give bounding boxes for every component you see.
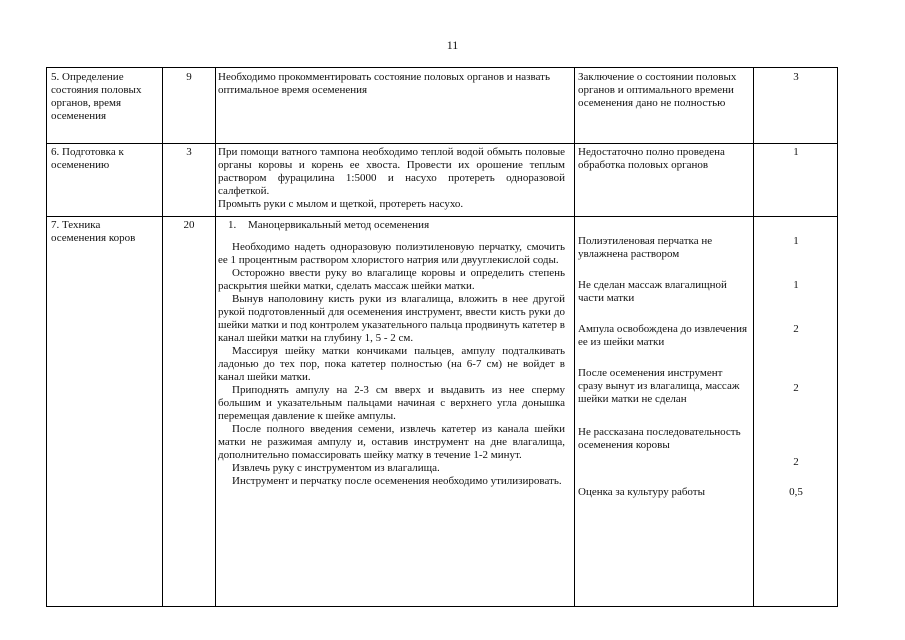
max-points-cell: 9 (186, 71, 192, 83)
penalty-value: 2 (793, 382, 799, 394)
evaluation-table (46, 67, 838, 607)
row-divider (47, 143, 837, 144)
penalty-value: 2 (793, 323, 799, 335)
procedure-paragraph: Промыть руки с мылом и щеткой, протереть насухо. (218, 198, 464, 210)
method-title: Маноцервикальный метод осеменения (248, 219, 430, 231)
method-number: 1. (228, 219, 237, 231)
procedure-paragraph: Осторожно ввести руку во влагалище коровы и определить степень раскрытия шейки матки, сделать массаж шейки матки. (218, 267, 565, 292)
column-divider (162, 68, 163, 606)
error-item: Не сделан массаж влагалищной части матки (578, 279, 727, 304)
error-item: Заключение о состоянии половых органов и оптимального времени осеменения дано не полностью (578, 71, 737, 109)
procedure-cell (218, 146, 565, 211)
procedure-paragraph: Необходимо надеть одноразовую полиэтиленовую перчатку, смочить ее 1 процентным раствором хлористого натрия или двууглекислой соды. (218, 241, 565, 266)
error-item: Полиэтиленовая перчатка не увлажнена раствором (578, 235, 713, 260)
error-item: Ампула освобождена до извлечения ее из шейки матки (578, 323, 748, 348)
error-item: Оценка за культуру работы (578, 486, 705, 498)
column-divider (753, 68, 754, 606)
penalty-value: 0,5 (789, 486, 803, 498)
method-heading (218, 219, 565, 232)
stage-cell: 5. Определение состояния половых органов, время осеменения (51, 71, 142, 122)
row-divider (47, 216, 837, 217)
procedure-paragraph: Извлечь руку с инструментом из влагалища. (232, 462, 440, 474)
penalty-value: 1 (793, 235, 799, 247)
column-divider (574, 68, 575, 606)
max-points-cell: 3 (186, 146, 192, 158)
error-item: Не рассказана последовательность осеменения коровы (578, 426, 741, 451)
page-number: 11 (446, 38, 459, 52)
stage-cell: 7. Техника осеменения коров (51, 219, 136, 244)
penalty-value: 3 (793, 71, 799, 83)
penalty-value: 2 (793, 456, 799, 468)
procedure-cell (218, 219, 565, 488)
procedure-paragraph: После полного введения семени, извлечь катетер из канала шейки матки не разжимая ампулу и, оставив инструмент на дне влагалища, дополнительно помассировать шейку матку в течение 1-2 минут. (218, 423, 565, 461)
procedure-paragraph: Инструмент и перчатку после осеменения необходимо утилизировать. (232, 475, 562, 487)
procedure-cell: Необходимо прокомментировать состояние половых органов и назвать оптимальное время осеменения (218, 71, 550, 96)
error-item: Недостаточно полно проведена обработка половых органов (578, 146, 725, 171)
penalty-value: 1 (793, 146, 799, 158)
penalty-value: 1 (793, 279, 799, 291)
procedure-paragraph: При помощи ватного тампона необходимо теплой водой обмыть половые органы коровы и корень ее хвоста. Провести их орошение теплым раствором фурацилина 1:5000 и насухо протереть одноразовой салфеткой. (218, 146, 565, 197)
error-item: После осеменения инструмент сразу вынут из влагалища, массаж шейки матки не сделан (578, 367, 740, 405)
stage-cell: 6. Подготовка к осеменению (51, 146, 124, 171)
procedure-paragraph: Приподнять ампулу на 2-3 см вверх и выдавить из нее сперму большим и указательным пальцами начиная с верхнего угла донышка перемещая давление к шейке ампулы. (218, 384, 565, 422)
procedure-paragraph: Вынув наполовину кисть руки из влагалища, вложить в нее другой рукой подготовленный для осеменения инструмент, ввести кисть руки до шейки матки и под контролем указательного пальца продвинуть катетер в канал шейки матки на глубину 1, 5 - 2 см. (218, 293, 565, 344)
column-divider (215, 68, 216, 606)
procedure-paragraph: Массируя шейку матки кончиками пальцев, ампулу подталкивать ладонью до тех пор, пока катетер полностью (на 6-7 см) не войдет в канал шейки матки. (218, 345, 565, 383)
max-points-cell: 20 (183, 219, 195, 231)
